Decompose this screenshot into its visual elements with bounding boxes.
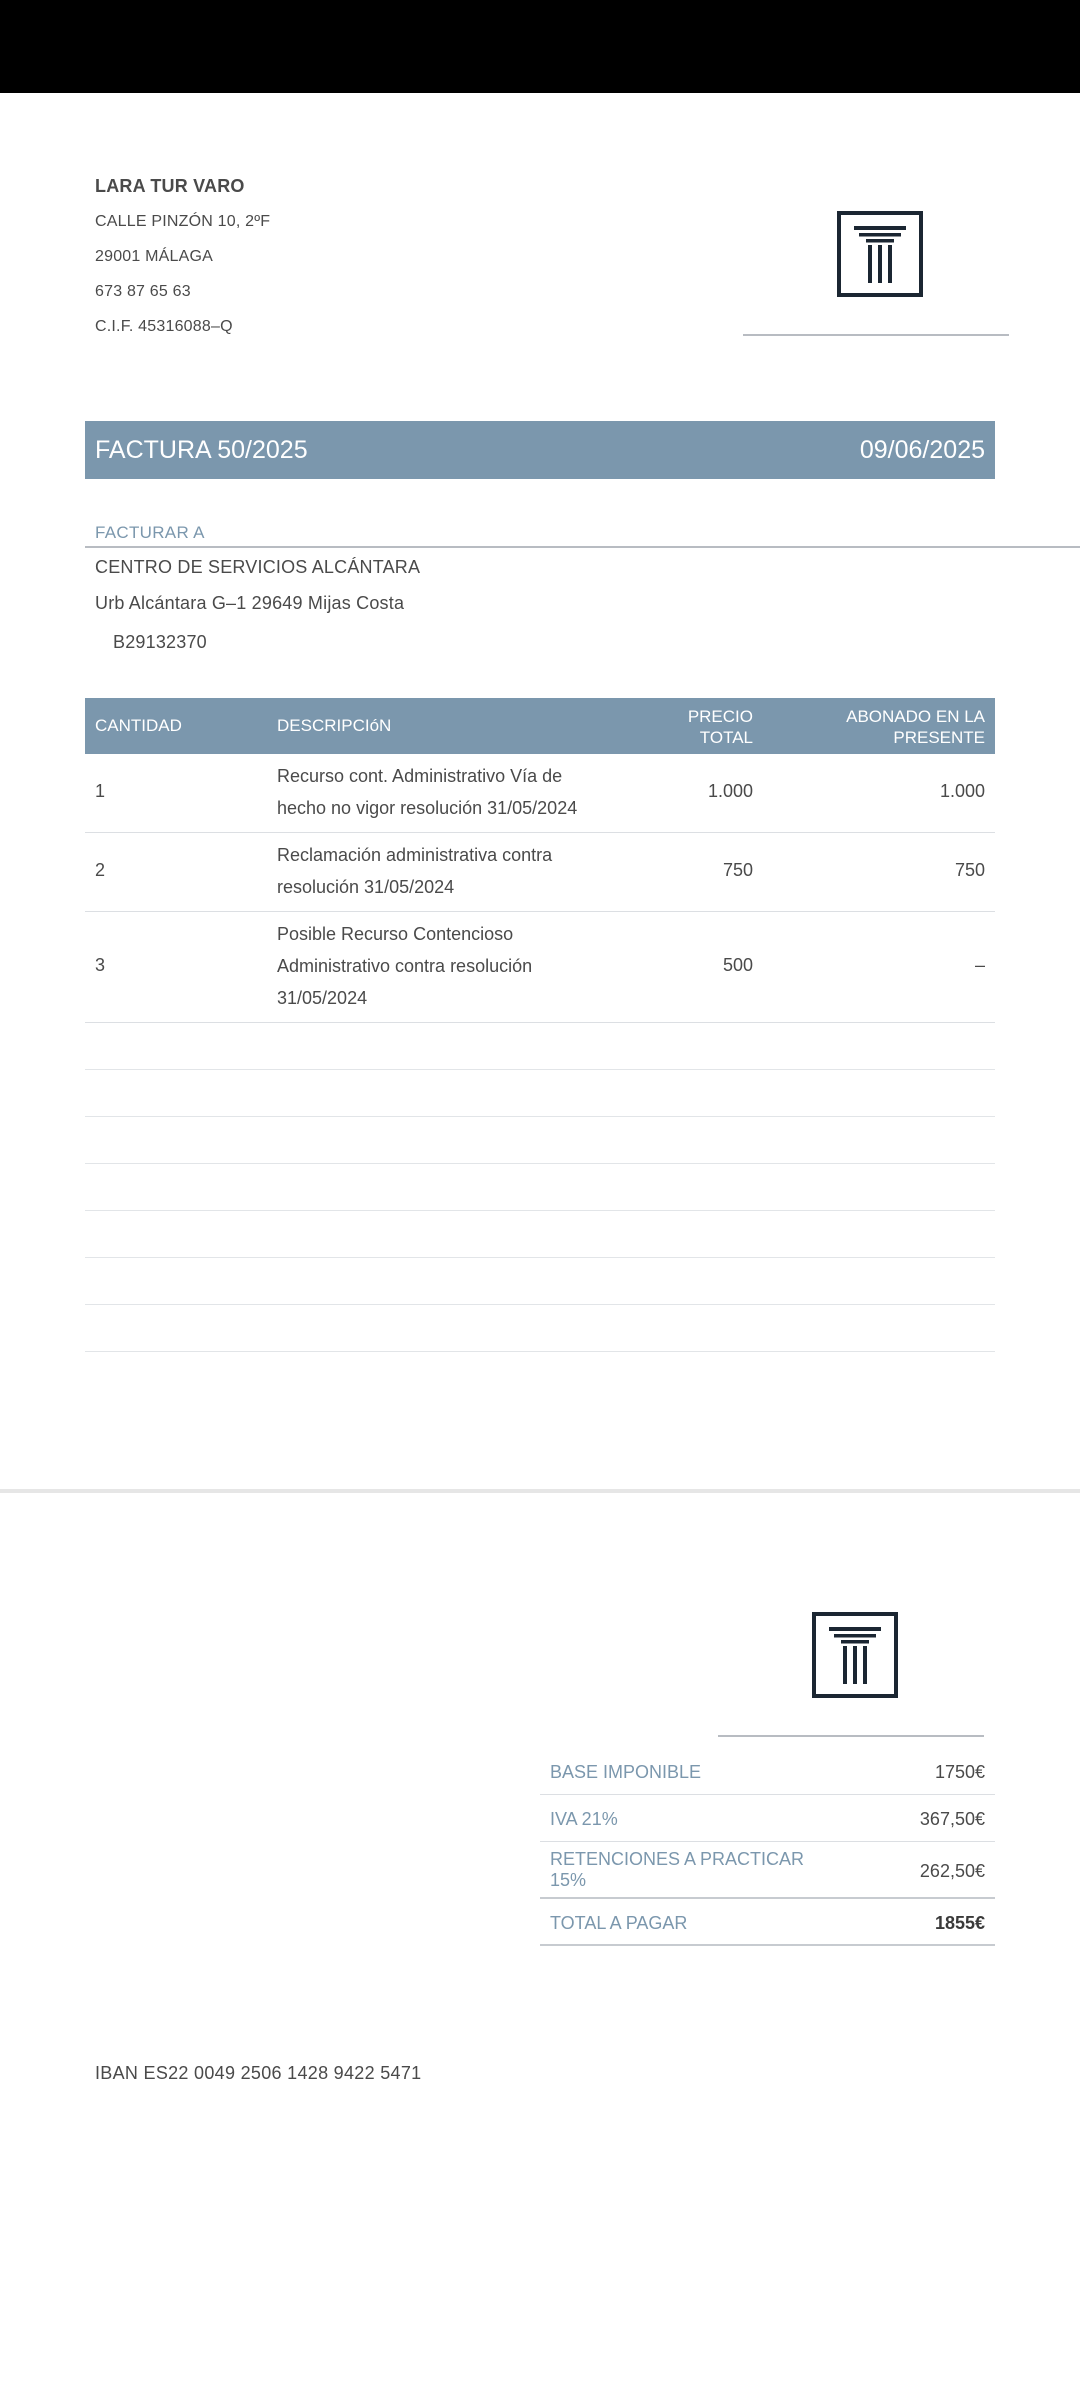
header-paid xyxy=(785,706,985,748)
empty-row xyxy=(85,1164,995,1211)
iva-label: IVA 21% xyxy=(550,1809,618,1829)
row-price: 750 xyxy=(722,860,753,880)
totals-table xyxy=(540,1748,995,1946)
header-divider xyxy=(743,334,1009,336)
retention-value: 262,50€ xyxy=(919,1861,985,1881)
row-qty: 2 xyxy=(95,860,106,880)
header-price-line2: TOTAL xyxy=(699,728,753,747)
client-address: Urb Alcántara G–1 29649 Mijas Costa xyxy=(95,593,405,613)
client-name: CENTRO DE SERVICIOS ALCÁNTARA xyxy=(95,557,421,577)
table-row xyxy=(85,833,995,912)
header-paid-line1: ABONADO EN LA xyxy=(846,707,985,726)
totals-row-total xyxy=(540,1899,995,1946)
empty-row xyxy=(85,1070,995,1117)
table-row xyxy=(85,912,995,1023)
items-table xyxy=(85,698,995,1352)
sender-name: LARA TUR VARO xyxy=(95,176,245,196)
sender-city: 29001 MÁLAGA xyxy=(95,248,214,265)
invoice-header-bar xyxy=(85,421,995,479)
total-label: TOTAL A PAGAR xyxy=(550,1913,688,1933)
base-label: BASE IMPONIBLE xyxy=(550,1762,702,1782)
header-price xyxy=(633,706,753,748)
sender-phone: 673 87 65 63 xyxy=(95,283,191,300)
empty-row xyxy=(85,1117,995,1164)
items-table-header xyxy=(85,698,995,754)
row-description: Posible Recurso Contencioso Administrativo contra resolución 31/05/2024 xyxy=(277,924,533,1008)
invoice-date: 09/06/2025 xyxy=(859,435,985,464)
row-paid: 750 xyxy=(954,860,985,880)
pillar-column-icon xyxy=(812,1612,898,1698)
totals-row-iva xyxy=(540,1795,995,1842)
base-value: 1750€ xyxy=(934,1762,985,1782)
header-qty: CANTIDAD xyxy=(95,716,182,735)
header-price-line1: PRECIO xyxy=(687,707,753,726)
totals-row-base xyxy=(540,1748,995,1795)
empty-row xyxy=(85,1258,995,1305)
client-cif: B29132370 xyxy=(113,632,207,652)
page-separator xyxy=(0,1489,1080,1493)
header-description: DESCRIPCIóN xyxy=(277,716,392,735)
row-paid: 1.000 xyxy=(939,781,985,801)
pillar-column-icon xyxy=(837,211,923,297)
header-paid-line2: PRESENTE xyxy=(893,728,985,747)
invoice-title: FACTURA 50/2025 xyxy=(95,435,308,464)
bill-to-divider xyxy=(85,546,1080,548)
empty-row xyxy=(85,1305,995,1352)
row-description: Recurso cont. Administrativo Vía de hecho no vigor resolución 31/05/2024 xyxy=(277,766,578,818)
row-qty: 1 xyxy=(95,781,106,801)
row-qty: 3 xyxy=(95,955,106,975)
sender-block xyxy=(95,176,270,353)
bill-to-label: FACTURAR A xyxy=(95,523,205,542)
row-paid: – xyxy=(974,955,985,975)
status-bar xyxy=(0,0,1080,93)
row-price: 500 xyxy=(722,955,753,975)
empty-row xyxy=(85,1211,995,1258)
sender-cif: C.I.F. 45316088–Q xyxy=(95,318,233,335)
row-price: 1.000 xyxy=(707,781,753,801)
sender-street: CALLE PINZÓN 10, 2ºF xyxy=(95,213,271,230)
iban-text: IBAN ES22 0049 2506 1428 9422 5471 xyxy=(95,2063,422,2083)
totals-row-retention xyxy=(540,1842,995,1899)
totals-divider xyxy=(718,1735,984,1737)
empty-row xyxy=(85,1023,995,1070)
iva-value: 367,50€ xyxy=(919,1809,985,1829)
table-row xyxy=(85,754,995,833)
row-description: Reclamación administrativa contra resolución 31/05/2024 xyxy=(277,845,553,897)
retention-label: RETENCIONES A PRACTICAR 15% xyxy=(550,1849,805,1890)
total-value: 1855€ xyxy=(934,1913,985,1933)
